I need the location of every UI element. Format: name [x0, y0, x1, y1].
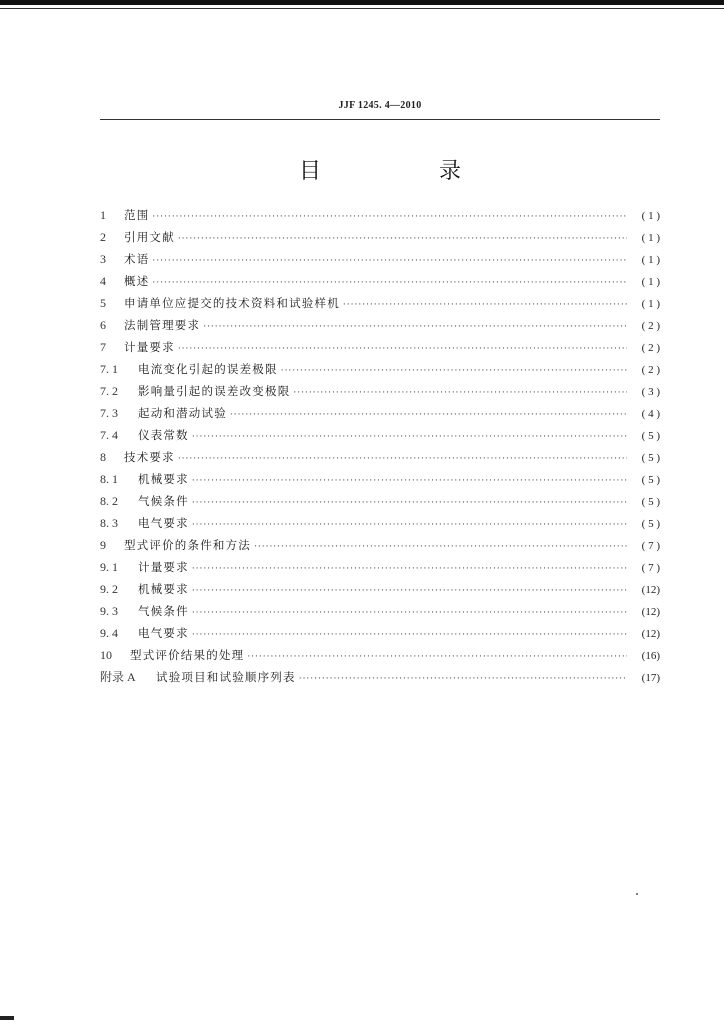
toc-entry-label: 计量要求	[124, 340, 175, 354]
toc-entry-page: ( 2 )	[641, 320, 660, 332]
toc-entry[interactable]	[100, 556, 660, 578]
toc-dot-leader	[178, 228, 627, 250]
toc-dot-leader	[247, 646, 627, 668]
toc-entry-number: 7. 4	[100, 428, 118, 442]
toc-entry[interactable]	[100, 226, 660, 248]
toc-entry[interactable]	[100, 292, 660, 314]
toc-dot-leader	[192, 580, 627, 602]
toc-dot-leader	[178, 338, 627, 360]
toc-entry-label: 机械要求	[138, 472, 189, 486]
toc-dot-leader	[192, 426, 627, 448]
toc-entry-page: ( 3 )	[641, 386, 660, 398]
page-title: 目 录	[298, 159, 509, 184]
toc-entry-page: ( 2 )	[641, 364, 660, 376]
toc-entry-label: 气候条件	[138, 604, 189, 618]
toc-dot-leader	[192, 624, 627, 646]
toc-entry-page: ( 1 )	[641, 254, 660, 266]
toc-dot-leader	[293, 382, 627, 404]
toc-dot-leader	[343, 294, 627, 316]
standard-code: JJF 1245. 4—2010	[338, 100, 422, 111]
toc-entry-page: (16)	[641, 650, 660, 662]
toc-entry[interactable]	[100, 578, 660, 600]
toc-dot-leader	[152, 272, 627, 294]
toc-entry-label: 起动和潜动试验	[138, 406, 227, 420]
toc-entry-number: 2	[100, 230, 106, 244]
toc-dot-leader	[192, 558, 627, 580]
toc-entry-number: 4	[100, 274, 106, 288]
toc-entry-label: 机械要求	[138, 582, 189, 596]
toc-entry-page: ( 5 )	[641, 430, 660, 442]
scan-speck	[636, 893, 638, 895]
toc-entry-page: (12)	[641, 628, 660, 640]
toc-dot-leader	[192, 602, 627, 624]
toc-entry-page: ( 5 )	[641, 474, 660, 486]
toc-entry-label: 仪表常数	[138, 428, 189, 442]
toc-entry[interactable]	[100, 512, 660, 534]
toc-entry-number: 附录 A	[100, 670, 136, 684]
toc-entry-label: 引用文献	[124, 230, 175, 244]
toc-entry-number: 9	[100, 538, 106, 552]
toc-dot-leader	[230, 404, 627, 426]
toc-entry-label: 计量要求	[138, 560, 189, 574]
toc-entry-label: 概述	[124, 274, 150, 288]
toc-entry-number: 9. 3	[100, 604, 118, 618]
toc-dot-leader	[192, 492, 627, 514]
toc-entry[interactable]	[100, 446, 660, 468]
table-of-contents	[100, 204, 660, 688]
toc-entry-number: 7. 2	[100, 384, 118, 398]
toc-entry-number: 7. 1	[100, 362, 118, 376]
toc-entry-page: ( 5 )	[641, 452, 660, 464]
toc-entry[interactable]	[100, 270, 660, 292]
toc-entry-label: 电气要求	[138, 516, 189, 530]
toc-entry-number: 10	[100, 648, 112, 662]
toc-entry-number: 7	[100, 340, 106, 354]
toc-entry-label: 电气要求	[138, 626, 189, 640]
toc-entry-label: 范围	[124, 208, 150, 222]
toc-entry-number: 1	[100, 208, 106, 222]
toc-entry-page: ( 7 )	[641, 562, 660, 574]
toc-entry-label: 电流变化引起的误差极限	[138, 362, 278, 376]
toc-entry-page: ( 4 )	[641, 408, 660, 420]
toc-entry-page: ( 1 )	[641, 232, 660, 244]
toc-entry-label: 型式评价结果的处理	[130, 648, 245, 662]
scan-corner-mark	[0, 1016, 14, 1020]
toc-entry-label: 法制管理要求	[124, 318, 201, 332]
toc-entry-page: (12)	[641, 584, 660, 596]
toc-entry[interactable]	[100, 622, 660, 644]
toc-entry-page: ( 2 )	[641, 342, 660, 354]
toc-dot-leader	[152, 206, 627, 228]
toc-entry-number: 6	[100, 318, 106, 332]
toc-dot-leader	[192, 514, 627, 536]
toc-entry[interactable]	[100, 402, 660, 424]
toc-entry-page: ( 1 )	[641, 298, 660, 310]
toc-entry-number: 8. 1	[100, 472, 118, 486]
toc-entry[interactable]	[100, 336, 660, 358]
toc-entry[interactable]	[100, 358, 660, 380]
toc-entry-label: 影响量引起的误差改变极限	[138, 384, 291, 398]
toc-entry-page: (17)	[641, 672, 660, 684]
toc-entry-page: (12)	[641, 606, 660, 618]
top-edge-bar	[0, 0, 724, 5]
toc-entry-page: ( 1 )	[641, 210, 660, 222]
toc-entry[interactable]	[100, 380, 660, 402]
toc-entry[interactable]	[100, 468, 660, 490]
toc-entry-number: 5	[100, 296, 106, 310]
toc-entry-number: 9. 2	[100, 582, 118, 596]
toc-entry-label: 技术要求	[124, 450, 175, 464]
toc-entry-page: ( 1 )	[641, 276, 660, 288]
toc-entry-number: 8. 2	[100, 494, 118, 508]
top-edge-line	[0, 8, 724, 9]
toc-dot-leader	[281, 360, 627, 382]
toc-entry[interactable]	[100, 204, 660, 226]
toc-entry-number: 9. 4	[100, 626, 118, 640]
toc-dot-leader	[299, 668, 627, 690]
toc-entry[interactable]	[100, 424, 660, 446]
toc-entry[interactable]	[100, 666, 660, 688]
toc-entry-label: 申请单位应提交的技术资料和试验样机	[124, 296, 340, 310]
header-rule	[100, 119, 660, 120]
toc-entry-number: 7. 3	[100, 406, 118, 420]
toc-entry[interactable]	[100, 490, 660, 512]
toc-entry[interactable]	[100, 314, 660, 336]
toc-dot-leader	[152, 250, 627, 272]
toc-entry[interactable]	[100, 534, 660, 556]
toc-dot-leader	[192, 470, 627, 492]
toc-entry-page: ( 5 )	[641, 518, 660, 530]
toc-entry-page: ( 7 )	[641, 540, 660, 552]
toc-entry-page: ( 5 )	[641, 496, 660, 508]
toc-entry-label: 试验项目和试验顺序列表	[156, 670, 296, 684]
toc-entry-label: 型式评价的条件和方法	[124, 538, 251, 552]
toc-dot-leader	[254, 536, 627, 558]
toc-entry[interactable]	[100, 644, 660, 666]
toc-dot-leader	[203, 316, 627, 338]
toc-entry-number: 9. 1	[100, 560, 118, 574]
toc-entry-number: 3	[100, 252, 106, 266]
toc-entry-number: 8. 3	[100, 516, 118, 530]
toc-entry-label: 术语	[124, 252, 150, 266]
toc-entry-label: 气候条件	[138, 494, 189, 508]
toc-entry[interactable]	[100, 248, 660, 270]
toc-entry[interactable]	[100, 600, 660, 622]
toc-entry-number: 8	[100, 450, 106, 464]
toc-dot-leader	[178, 448, 627, 470]
